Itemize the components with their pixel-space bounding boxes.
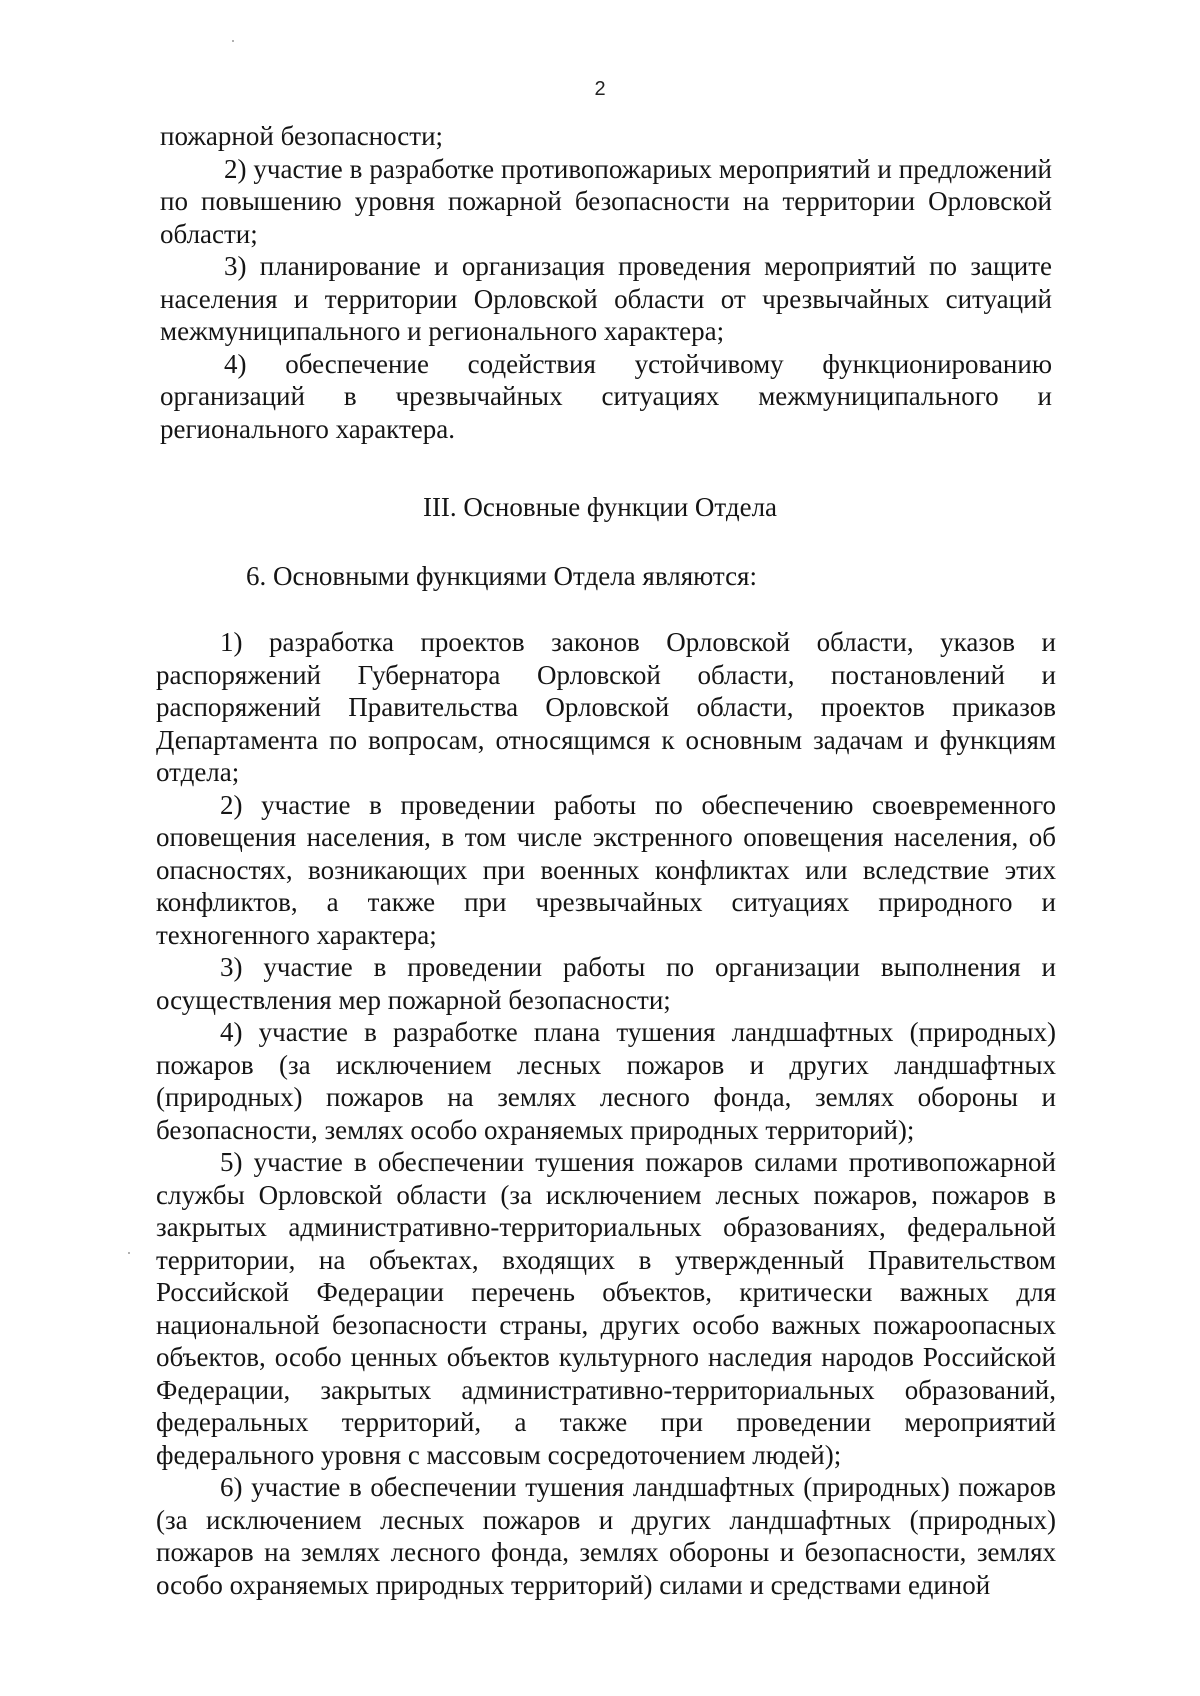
scan-speck xyxy=(232,40,234,42)
tasks-continuation xyxy=(160,120,1052,445)
list-item: 4) участие в разработке плана тушения ландшафтных (природных) пожаров (за исключением лесных пожаров и других ландшафтных (природных) пожаров на землях лесного фонда, землях обороны и безопасности, землях особо охраняемых природных территорий); xyxy=(156,1017,1056,1145)
paragraph: 3) планирование и организация проведения мероприятий по защите населения и территории Орловской области от чрезвычайных ситуаций межмуниципального и регионального характера; xyxy=(160,251,1052,346)
paragraph: пожарной безопасности; xyxy=(160,121,444,151)
list-item: 3) участие в проведении работы по организации выполнения и осуществления мер пожарной безопасности; xyxy=(156,952,1056,1015)
scan-speck xyxy=(128,1252,130,1254)
paragraph: 2) участие в разработке противопожариых мероприятий и предложений по повышению уровня пожарной безопасности на территории Орловской области; xyxy=(160,153,1052,249)
section-heading: III. Основные функции Отдела xyxy=(422,492,778,522)
list-item: 2) участие в проведении работы по обеспечению своевременного оповещения населения, в том числе экстренного оповещения населения, об опасностях, возникающих при военных конфликтах или вследствие этих конфликтов, а также при чрезвычайных ситуациях природного и техногенного характера; xyxy=(156,789,1056,950)
page-number: 2 xyxy=(594,78,606,100)
functions-list xyxy=(156,626,1056,1601)
list-item: 5) участие в обеспечении тушения пожаров силами противопожарной службы Орловской области (за исключением лесных пожаров, пожаров в закрытых административно-территориальных образованиях, федеральной территории, на объектах, входящих в утвержденный Правительством Российской Федерации перечень объектов, критически важных для национальной безопасности страны, других особо важных пожароопасных объектов, особо ценных объектов культурного наследия народов Российской Федерации, закрытых административно-территориальных образований, федеральных территорий, а также при проведении мероприятий федерального уровня с массовым сосредоточением людей); xyxy=(156,1147,1056,1470)
list-item: 6) участие в обеспечении тушения ландшафтных (природных) пожаров (за исключением лесных пожаров и других ландшафтных (природных) пожаров на землях лесного фонда, землях обороны и безопасности, землях особо охраняемых природных территорий) силами и средствами единой xyxy=(156,1472,1056,1600)
paragraph: 4) обеспечение содействия устойчивому функционированию организаций в чрезвычайных ситуациях межмуниципального и регионального характера. xyxy=(160,348,1052,444)
functions-intro: 6. Основными функциями Отдела являются: xyxy=(246,561,757,591)
list-item: 1) разработка проектов законов Орловской области, указов и распоряжений Губернатора Орловской области, постановлений и распоряжений Правительства Орловской области, проектов приказов Департамента по вопросам, относящимся к основным задачам и функциям отдела; xyxy=(156,627,1056,787)
